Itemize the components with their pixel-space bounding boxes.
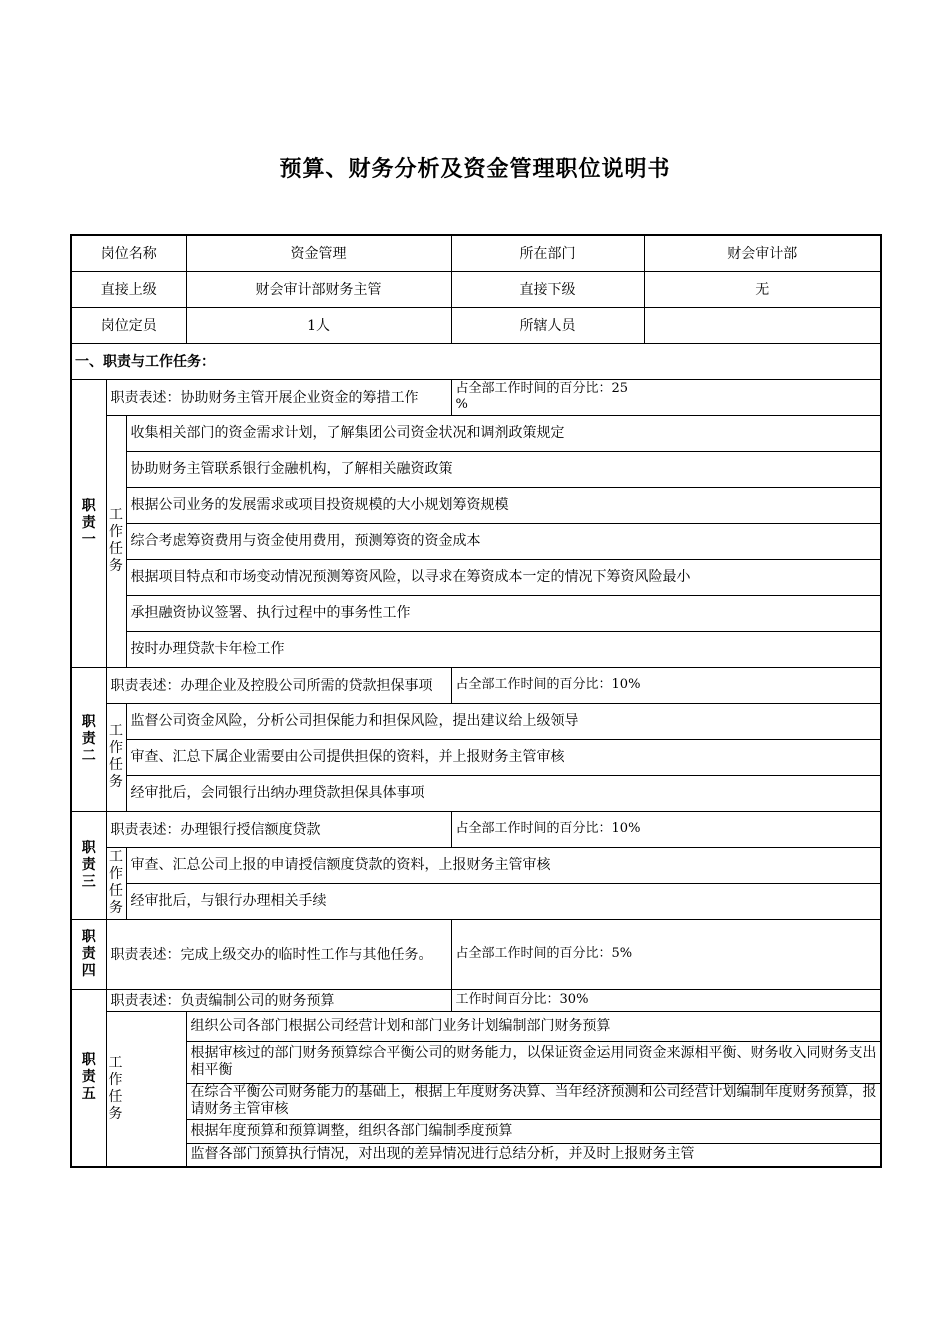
duty-3-statement-row <box>71 811 881 847</box>
duty-1-statement-row <box>71 379 881 415</box>
duty-1-label: 职 责 一 <box>71 379 106 667</box>
position-name-label: 岗位名称 <box>71 235 186 271</box>
duty-3-percent: 占全部工作时间的百分比：10% <box>451 811 881 847</box>
duty-3-tasks-label: 工 作 任 务 <box>106 847 126 919</box>
duty-2-statement-row <box>71 667 881 703</box>
subordinate-value: 无 <box>644 271 881 307</box>
duty-3-task-row <box>71 883 881 919</box>
duty-5-label: 职 责 五 <box>71 989 106 1167</box>
duty-1-task: 收集相关部门的资金需求计划，了解集团公司资金状况和调剂政策规定 <box>126 415 881 451</box>
duty-5-task-row <box>71 1143 881 1167</box>
duty-1-task: 协助财务主管联系银行金融机构，了解相关融资政策 <box>126 451 881 487</box>
headcount-label: 岗位定员 <box>71 307 186 343</box>
managed-value <box>644 307 881 343</box>
duty-1-task-row <box>71 523 881 559</box>
duty-1-task-row <box>71 451 881 487</box>
duty-1-task: 根据项目特点和市场变动情况预测筹资风险，以寻求在筹资成本一定的情况下筹资风险最小 <box>126 559 881 595</box>
duty-1-statement: 职责表述：协助财务主管开展企业资金的筹措工作 <box>106 379 451 415</box>
duty-5-task-row <box>71 1041 881 1083</box>
duty-2-tasks-label: 工 作 任 务 <box>106 703 126 811</box>
page-title: 预算、财务分析及资金管理职位说明书 <box>279 157 671 182</box>
managed-label: 所辖人员 <box>451 307 644 343</box>
duty-1-task-row <box>71 415 881 451</box>
duty-5-task-row <box>71 1011 881 1041</box>
subordinate-label: 直接下级 <box>451 271 644 307</box>
duty-1-tasks-label: 工 作 任 务 <box>106 415 126 667</box>
duty-5-task: 根据年度预算和预算调整，组织各部门编制季度预算 <box>186 1119 881 1143</box>
duty-2-percent: 占全部工作时间的百分比：10% <box>451 667 881 703</box>
duty-5-task: 在综合平衡公司财务能力的基础上，根据上年度财务决算、当年经济预测和公司经营计划编制年度财务预算，报请财务主管审核 <box>186 1083 881 1119</box>
duty-2-task-row <box>71 703 881 739</box>
duty-5-percent: 工作时间百分比：30% <box>451 989 881 1011</box>
duty-3-task: 审查、汇总公司上报的申请授信额度贷款的资料，上报财务主管审核 <box>126 847 881 883</box>
duty-3-statement: 职责表述：办理银行授信额度贷款 <box>106 811 451 847</box>
department-value: 财会审计部 <box>644 235 881 271</box>
duty-5-task-row <box>71 1119 881 1143</box>
duty-3-label: 职 责 三 <box>71 811 106 919</box>
header-row-1 <box>71 235 881 271</box>
duty-2-task: 经审批后，会同银行出纳办理贷款担保具体事项 <box>126 775 881 811</box>
duty-4-percent: 占全部工作时间的百分比：5% <box>451 919 881 989</box>
header-row-3 <box>71 307 881 343</box>
job-description-table <box>70 234 882 1168</box>
duty-2-label: 职 责 二 <box>71 667 106 811</box>
duty-1-task-row <box>71 595 881 631</box>
duty-1-task: 根据公司业务的发展需求或项目投资规模的大小规划筹资规模 <box>126 487 881 523</box>
headcount-value: 1人 <box>186 307 451 343</box>
duty-1-task-row <box>71 631 881 667</box>
duty-5-tasks-label: 工 作 任 务 <box>106 1011 186 1167</box>
duty-1-task: 综合考虑筹资费用与资金使用费用，预测筹资的资金成本 <box>126 523 881 559</box>
duty-5-statement: 职责表述：负责编制公司的财务预算 <box>106 989 451 1011</box>
duty-2-statement: 职责表述：办理企业及控股公司所需的贷款担保事项 <box>106 667 451 703</box>
duty-5-task: 根据审核过的部门财务预算综合平衡公司的财务能力，以保证资金运用同资金来源相平衡、财务收入同财务支出相平衡 <box>186 1041 881 1083</box>
duty-1-task: 按时办理贷款卡年检工作 <box>126 631 881 667</box>
superior-value: 财会审计部财务主管 <box>186 271 451 307</box>
duty-2-task: 监督公司资金风险，分析公司担保能力和担保风险，提出建议给上级领导 <box>126 703 881 739</box>
duty-1-percent: 占全部工作时间的百分比：25 % <box>451 379 881 415</box>
duty-2-task: 审查、汇总下属企业需要由公司提供担保的资料，并上报财务主管审核 <box>126 739 881 775</box>
section-title: 一、职责与工作任务： <box>71 343 881 379</box>
duty-4-label: 职 责 四 <box>71 919 106 989</box>
superior-label: 直接上级 <box>71 271 186 307</box>
duty-3-task-row <box>71 847 881 883</box>
duty-5-task: 监督各部门预算执行情况，对出现的差异情况进行总结分析，并及时上报财务主管 <box>186 1143 881 1167</box>
duty-4-statement: 职责表述：完成上级交办的临时性工作与其他任务。 <box>106 919 451 989</box>
duty-5-task-row <box>71 1083 881 1119</box>
duty-1-task-row <box>71 487 881 523</box>
header-row-2 <box>71 271 881 307</box>
position-name-value: 资金管理 <box>186 235 451 271</box>
section-header-row <box>71 343 881 379</box>
duty-3-task: 经审批后，与银行办理相关手续 <box>126 883 881 919</box>
duty-2-task-row <box>71 739 881 775</box>
duty-2-task-row <box>71 775 881 811</box>
duty-1-task: 承担融资协议签署、执行过程中的事务性工作 <box>126 595 881 631</box>
duty-5-task: 组织公司各部门根据公司经营计划和部门业务计划编制部门财务预算 <box>186 1011 881 1041</box>
department-label: 所在部门 <box>451 235 644 271</box>
duty-1-task-row <box>71 559 881 595</box>
duty-4-statement-row <box>71 919 881 989</box>
duty-5-statement-row <box>71 989 881 1011</box>
